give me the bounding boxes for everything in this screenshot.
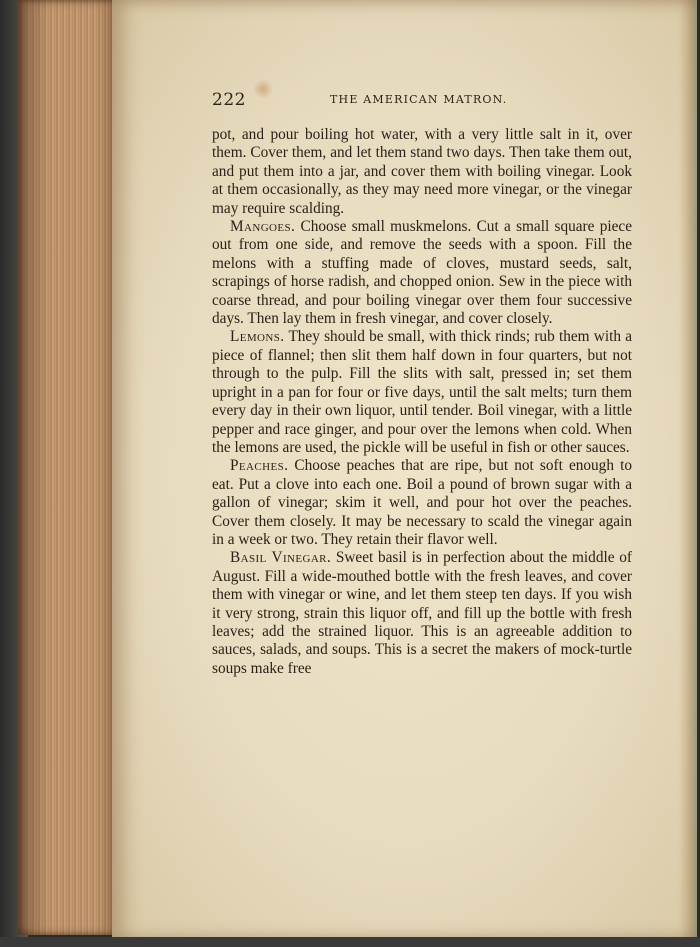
entry-heading: Basil Vinegar. <box>230 549 332 567</box>
entry-text: Choose small muskmelons. Cut a small square piece out from one side, and remove the seeds with a spoon. Fill the melons with a stuffing made of cloves, mustard seeds, salt, scrapings of horse radish, and chopped onion. Sew in the piece with coarse thread, and pour boiling vinegar over them four successive days. Then lay them in fresh vinegar, and cover closely. <box>212 218 632 328</box>
entry-text: Sweet basil is in perfection about the middle of August. Fill a wide-mouthed bottle with the fresh leaves, and cover them with vinegar or wine, and let them steep ten days. If you wish it very strong, strain this liquor off, and fill up the bottle with fresh leaves; add the strained liquor. This is an agreeable addition to sauces, salads, and soups. This is a secret the makers of mock-turtle soups make free <box>212 549 632 677</box>
paragraph-text: pot, and pour boiling hot water, with a very little salt in it, over them. Cover them, and let them stand two days. Then take them out, and put them into a jar, and cover them with boiling vinegar. Look at them occasionally, as they may need more vinegar, or the vinegar may require scalding. <box>212 126 632 217</box>
running-head: THE AMERICAN MATRON. <box>330 93 508 106</box>
entry-basil-vinegar <box>212 549 632 678</box>
page-header <box>212 90 632 112</box>
entry-heading: Peaches. <box>230 457 289 475</box>
entry-mangoes <box>212 218 632 328</box>
page-edges <box>18 0 122 935</box>
paragraph-continuation <box>212 126 632 218</box>
entry-heading: Lemons. <box>230 328 285 346</box>
entry-text: They should be small, with thick rinds; rub them with a piece of flannel; then slit them half down in four quarters, but not through to the pulp. Fill the slits with salt, pressed in; set them upright in a pan for four or five days, until the salt melts; turn them every day in their own liquor, until tender. Boil vinegar, with a little pepper and race ginger, and pour over the lemons when cold. When the lemons are used, the pickle will be useful in fish or other sauces. <box>212 328 632 456</box>
book-page <box>112 0 697 940</box>
page-number: 222 <box>212 90 246 110</box>
entry-lemons <box>212 328 632 457</box>
entry-text: Choose peaches that are ripe, but not soft enough to eat. Put a clove into each one. Boil a pound of brown sugar with a gallon of vinegar; skim it well, and pour hot over the peaches. Cover them closely. It may be necessary to scald the vinegar again in a week or two. They retain their flavor well. <box>212 457 632 548</box>
entry-heading: Mangoes. <box>230 218 296 236</box>
body-text <box>212 126 632 678</box>
bottom-edge <box>0 937 700 947</box>
entry-peaches <box>212 457 632 549</box>
